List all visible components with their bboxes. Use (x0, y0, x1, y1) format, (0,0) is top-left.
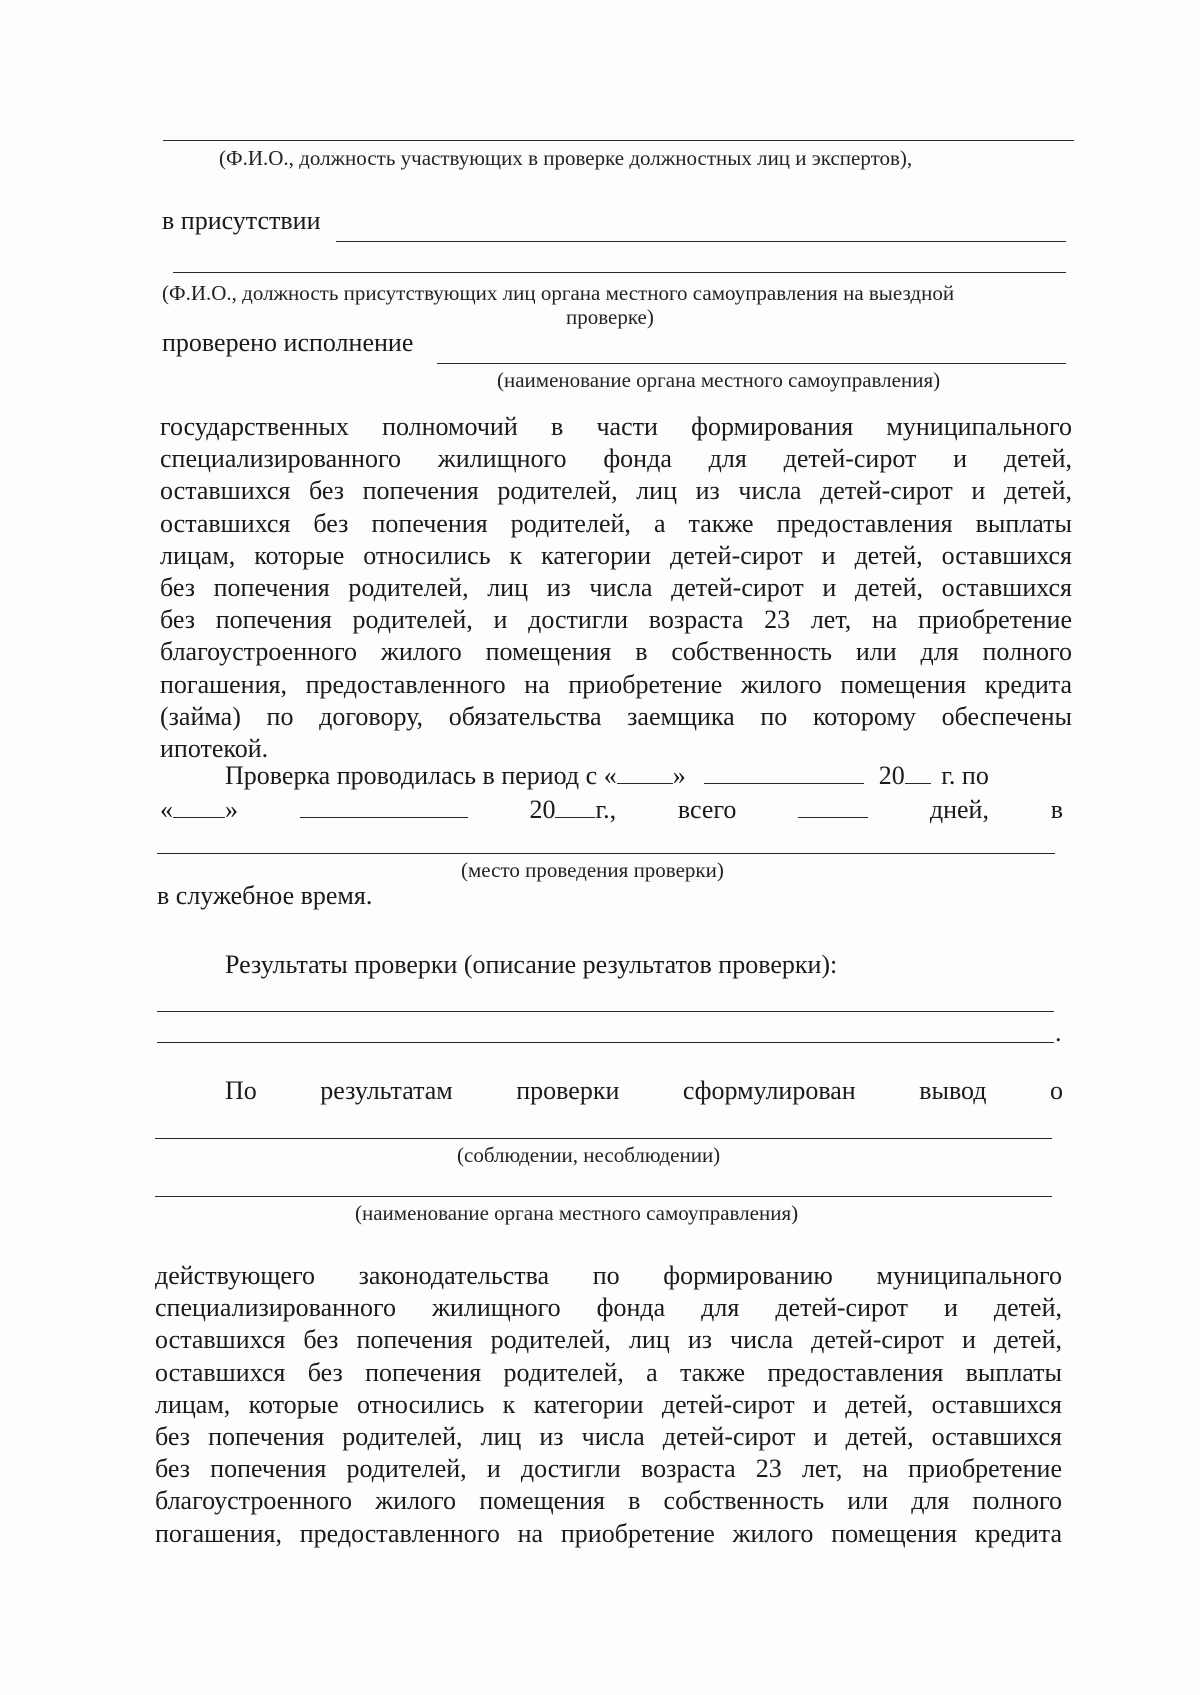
period-line-2 (160, 795, 1063, 825)
paragraph-2-line: действующего законодательства по формированию муниципального (155, 1261, 1062, 1290)
present-caption-line1: (Ф.И.О., должность присутствующих лиц органа местного самоуправления на выездной (162, 281, 955, 305)
paragraph-1-line: без попечения родителей, и достигли возраста 23 лет, на приобретение (160, 605, 1072, 635)
organ-caption-2: (наименование органа местного самоуправления) (355, 1201, 799, 1225)
period-year2-prefix: 20 (529, 795, 556, 824)
paragraph-2-line: специализированного жилищного фонда для детей-сирот и детей, (155, 1293, 1062, 1323)
period-end-day (160, 795, 238, 825)
period-days-blank (798, 795, 868, 818)
paragraph-1-line: благоустроенного жилого помещения в собственность или для полного (160, 637, 1072, 667)
period-total-label: всего (677, 795, 737, 824)
officials-caption: (Ф.И.О., должность участвующих в проверке должностных лиц и экспертов), (219, 146, 913, 170)
period-year1-blank (905, 761, 931, 784)
paragraph-2-line: без попечения родителей, и достигли возраста 23 лет, на приобретение (155, 1454, 1062, 1484)
paragraph-2 (155, 1260, 1062, 1550)
checked-label: проверено исполнение (162, 328, 414, 357)
presence-label: в присутствии (162, 206, 321, 235)
conclusion-word: проверки (516, 1076, 620, 1105)
period-line-1 (225, 761, 989, 791)
paragraph-1-line: лицам, которые относились к категории детей-сирот и детей, оставшихся (160, 540, 1072, 570)
officials-line (163, 140, 1074, 141)
conclusion-word: сформулирован (682, 1076, 856, 1105)
conclusion-word: о (1050, 1076, 1063, 1105)
period-year1-prefix: 20 (878, 761, 905, 790)
paragraph-2-line: благоустроенного жилого помещения в собственность или для полного (155, 1486, 1062, 1516)
paragraph-1-line: государственных полномочий в части формирования муниципального (160, 412, 1072, 441)
place-line (157, 853, 1055, 854)
results-line-2 (157, 1042, 1054, 1043)
results-label: Результаты проверки (описание результатов проверки): (225, 950, 838, 979)
organ-caption-1: (наименование органа местного самоуправления) (497, 368, 941, 392)
conclusion-word: результатам (320, 1076, 453, 1105)
paragraph-1-line: погашения, предоставленного на приобретение жилого помещения кредита (160, 669, 1072, 699)
period-quote-close-1: » (672, 761, 686, 790)
paragraph-2-line: оставшихся без попечения родителей, а также предоставления выплаты (155, 1357, 1062, 1387)
paragraph-2-line: лицам, которые относились к категории детей-сирот и детей, оставшихся (155, 1389, 1062, 1419)
organ-line-2 (155, 1196, 1052, 1197)
period-year2-suffix: г., (595, 795, 617, 824)
paragraph-2-line: погашения, предоставленного на приобретение жилого помещения кредита (155, 1518, 1062, 1548)
work-time: в служебное время. (157, 881, 373, 910)
period-start-month-blank (704, 761, 864, 784)
period-year2-blank (555, 795, 595, 818)
period-quote-open-2: « (160, 795, 173, 824)
period-end-month-blank (300, 795, 468, 818)
conclusion-line (225, 1076, 1063, 1106)
period-days-label: дней, (929, 795, 989, 824)
paragraph-1 (160, 411, 1072, 765)
presence-line-2 (173, 272, 1066, 273)
paragraph-1-line: специализированного жилищного фонда для детей-сирот и детей, (160, 444, 1072, 474)
conclusion-word: По (225, 1076, 257, 1105)
conclusion-word: вывод (919, 1076, 987, 1105)
results-end-dot: . (1055, 1018, 1062, 1047)
period-quote-close-2: » (225, 795, 238, 824)
paragraph-1-line: ипотекой. (160, 734, 269, 764)
compliance-caption: (соблюдении, несоблюдении) (457, 1143, 721, 1167)
paragraph-2-line: оставшихся без попечения родителей, лиц из числа детей-сирот и детей, (155, 1325, 1062, 1355)
paragraph-1-line: оставшихся без попечения родителей, лиц из числа детей-сирот и детей, (160, 476, 1072, 506)
period-in-label: в (1050, 795, 1063, 824)
paragraph-1-line: оставшихся без попечения родителей, а также предоставления выплаты (160, 508, 1072, 538)
presence-line (336, 241, 1066, 242)
period-end-day-blank (173, 795, 225, 818)
period-year1-suffix: г. по (941, 761, 989, 790)
present-caption-line2: проверке) (566, 305, 654, 329)
paragraph-2-line: без попечения родителей, лиц из числа детей-сирот и детей, оставшихся (155, 1422, 1062, 1452)
period-intro: Проверка проводилась в период с « (225, 761, 617, 790)
compliance-line (155, 1138, 1052, 1139)
paragraph-1-line: (займа) по договору, обязательства заемщика по которому обеспечены (160, 701, 1072, 731)
paragraph-1-line: без попечения родителей, лиц из числа детей-сирот и детей, оставшихся (160, 573, 1072, 603)
place-caption: (место проведения проверки) (461, 858, 724, 882)
results-line-1 (157, 1011, 1054, 1012)
period-year2 (529, 795, 616, 825)
period-start-day-blank (617, 761, 673, 784)
checked-line (437, 363, 1066, 364)
